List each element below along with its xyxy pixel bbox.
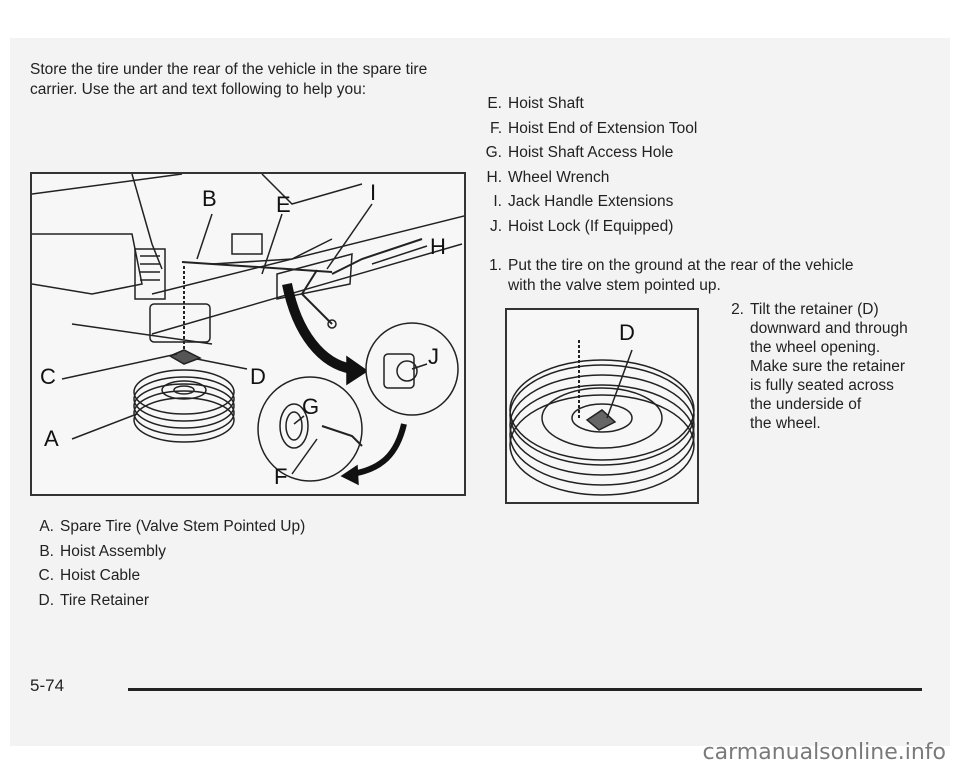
callout-f: F: [274, 464, 288, 489]
callout-j: J: [428, 344, 439, 369]
step-2: [720, 300, 935, 433]
step-1-line-2: with the valve stem pointed up.: [508, 277, 721, 294]
legend-item-d: D. Tire Retainer: [38, 591, 150, 609]
page-number: 5-74: [30, 676, 65, 695]
step-2-line: the wheel opening.: [750, 339, 881, 356]
callout-h: H: [430, 234, 446, 259]
step-2-line: downward and through: [750, 320, 908, 337]
legend-item-c: C. Hoist Cable: [38, 567, 141, 584]
legend-item-j: J. Hoist Lock (If Equipped): [489, 217, 674, 235]
retainer-illustration: [505, 308, 699, 504]
legend-item-a: A. Spare Tire (Valve Stem Pointed Up): [39, 518, 306, 535]
callout-a: A: [44, 426, 59, 451]
storage-diagram: [32, 174, 464, 494]
step-2-line: the wheel.: [750, 415, 821, 432]
callout-d-detail: D: [619, 320, 635, 345]
step-2-line: the underside of: [750, 396, 862, 413]
legend-item-b: B. Hoist Assembly: [39, 542, 166, 560]
intro-paragraph: Store the tire under the rear of the vehicle in the spare tire carrier. Use the art and text following to help you:: [30, 61, 428, 98]
legend-item-e: E. Hoist Shaft: [487, 95, 584, 112]
legend-item-f: F. Hoist End of Extension Tool: [489, 119, 698, 137]
legend-item-i: I. Jack Handle Extensions: [493, 193, 674, 210]
step-2-number: 2.: [731, 301, 744, 318]
legend-item-g: G. Hoist Shaft Access Hole: [485, 144, 674, 161]
watermark: carmanualsonline.info: [702, 740, 946, 765]
callout-b: B: [202, 186, 217, 211]
footer-rule: [128, 688, 922, 691]
callout-e: E: [276, 192, 291, 217]
callout-i: I: [370, 180, 377, 205]
step-2-line: is fully seated across: [750, 377, 894, 394]
legend-list-right: [478, 92, 697, 239]
callout-d: D: [250, 364, 266, 389]
callout-c: C: [40, 364, 56, 389]
legend-item-h: H. Wheel Wrench: [486, 168, 610, 186]
step-2-line: Make sure the retainer: [750, 358, 906, 375]
step-1-number: 1.: [489, 257, 502, 274]
step-1-line-1: Put the tire on the ground at the rear of the vehicle: [508, 257, 854, 274]
step-2-line-1: Tilt the retainer (D): [750, 301, 879, 318]
step-1: [478, 256, 928, 296]
retainer-diagram: [507, 310, 697, 502]
callout-g: G: [302, 394, 320, 419]
legend-list-left: [30, 515, 305, 613]
spare-tire-storage-illustration: [30, 172, 466, 496]
